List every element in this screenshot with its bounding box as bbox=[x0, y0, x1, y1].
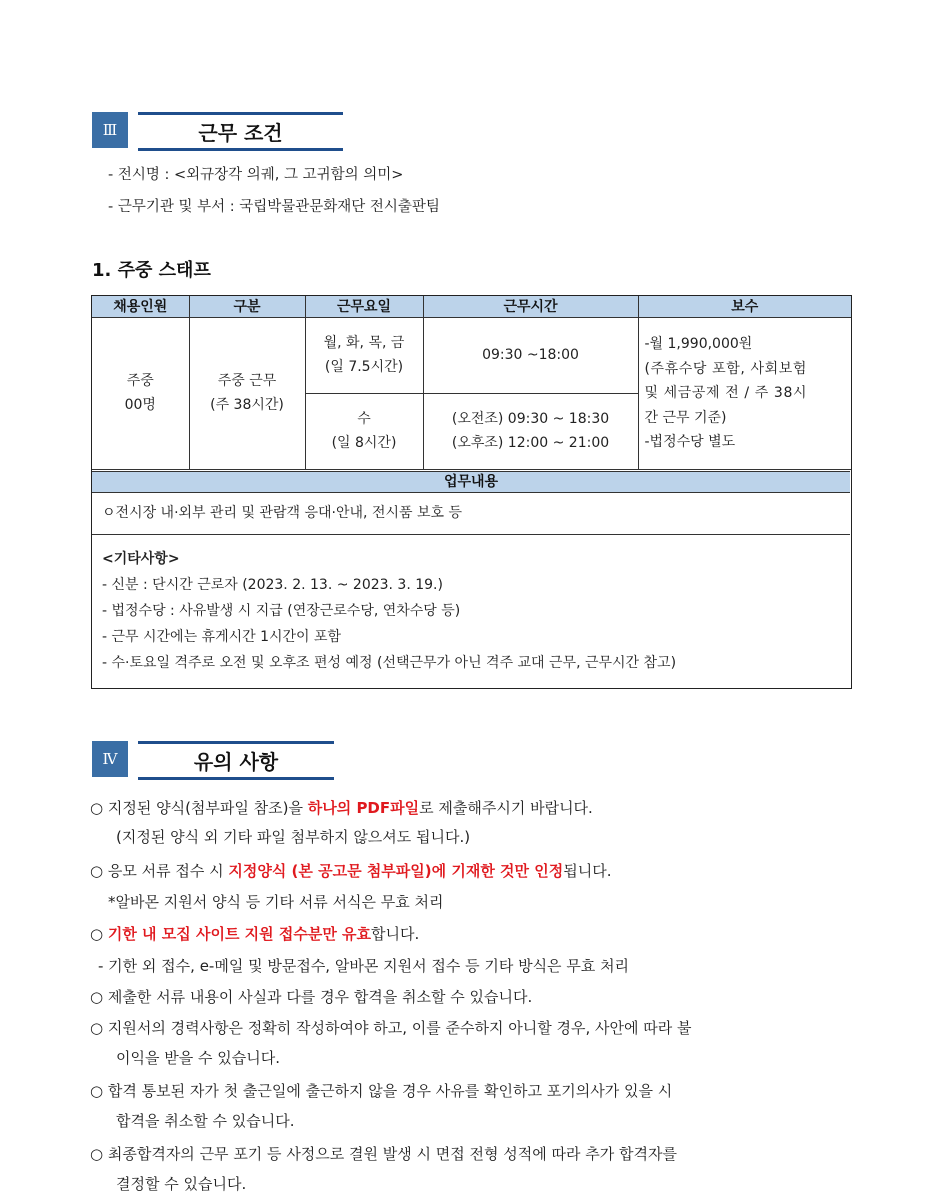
duty-description: ㅇ전시장 내·외부 관리 및 관람객 응대·안내, 전시품 보호 등 bbox=[102, 505, 463, 521]
divider bbox=[92, 534, 850, 535]
section-4-number: Ⅳ bbox=[92, 741, 128, 777]
notice-3-bullet: ○ bbox=[90, 925, 108, 943]
header-pay: 보수 bbox=[638, 296, 851, 318]
etc-item-break: - 근무 시간에는 휴게시간 1시간이 포함 bbox=[102, 629, 342, 645]
notice-7-line-2: 결정할 수 있습니다. bbox=[116, 1175, 247, 1193]
workdays-a-cell bbox=[305, 318, 423, 394]
workhours-afternoon: (오후조) 12:00 ~ 21:00 bbox=[451, 434, 610, 451]
notice-1-sub: (지정된 양식 외 기타 파일 첨부하지 않으셔도 됩니다.) bbox=[116, 828, 471, 846]
notice-6-line-2: 합격을 취소할 수 있습니다. bbox=[116, 1112, 295, 1130]
workdays-b-hours: (일 8시간) bbox=[331, 434, 397, 451]
workhours-morning: (오전조) 09:30 ~ 18:30 bbox=[451, 410, 610, 427]
etc-item-allowance: - 법정수당 : 사유발생 시 지급 (연장근로수당, 연차수당 등) bbox=[102, 603, 461, 619]
section-3-number: Ⅲ bbox=[92, 112, 128, 148]
workdays-b: 수 bbox=[357, 410, 371, 427]
notice-2-text: ○ 응모 서류 접수 시 bbox=[90, 862, 229, 880]
workhours-b-cell bbox=[423, 394, 638, 470]
headcount-number: 00명 bbox=[124, 396, 156, 413]
pay-line-4: 간 근무 기준) bbox=[644, 409, 727, 426]
notice-5-line-1: ○ 지원서의 경력사항은 정확히 작성하여야 하고, 이를 준수하지 아니할 경우, 사안에 따라 불 bbox=[90, 1019, 692, 1037]
category-name: 주중 근무 bbox=[217, 372, 277, 389]
header-category: 구분 bbox=[189, 296, 305, 318]
notice-1-text: ○ 지정된 양식(첨부파일 참조)을 bbox=[90, 799, 308, 817]
notice-2-end: 됩니다. bbox=[563, 862, 612, 880]
notice-3 bbox=[90, 923, 419, 944]
work-organization: - 근무기관 및 부서 : 국립박물관문화재단 전시출판팀 bbox=[108, 199, 440, 215]
notice-2-highlight: 지정양식 (본 공고문 첨부파일)에 기재한 것만 인정 bbox=[228, 862, 564, 880]
header-workhours: 근무시간 bbox=[423, 296, 638, 318]
duty-header: 업무내용 bbox=[92, 471, 850, 493]
category-hours: (주 38시간) bbox=[210, 396, 284, 413]
pay-cell bbox=[638, 318, 851, 470]
notice-3-end: 합니다. bbox=[371, 925, 420, 943]
headcount-cell bbox=[92, 318, 189, 470]
staff-table bbox=[91, 295, 852, 689]
notice-1-end: 로 제출해주시기 바랍니다. bbox=[419, 799, 593, 817]
category-cell bbox=[189, 318, 305, 470]
workhours-a: 09:30 ~18:00 bbox=[423, 318, 638, 394]
header-headcount: 채용인원 bbox=[92, 296, 189, 318]
staff-section-title: 1. 주중 스태프 bbox=[92, 260, 211, 281]
work-conditions-grid bbox=[92, 296, 851, 470]
notice-4: ○ 제출한 서류 내용이 사실과 다를 경우 합격을 취소할 수 있습니다. bbox=[90, 988, 533, 1006]
headcount-type: 주중 bbox=[126, 372, 154, 389]
notice-1 bbox=[90, 797, 593, 818]
notice-5-line-2: 이익을 받을 수 있습니다. bbox=[116, 1049, 280, 1067]
notice-7-line-1: ○ 최종합격자의 근무 포기 등 사정으로 결원 발생 시 면접 전형 성적에 따라 추가 합격자를 bbox=[90, 1145, 677, 1163]
section-3-title: 근무 조건 bbox=[138, 112, 343, 151]
etc-item-shift: - 수·토요일 격주로 오전 및 오후조 편성 예정 (선택근무가 아닌 격주 교대 근무, 근무시간 참고) bbox=[102, 655, 677, 671]
workdays-b-cell bbox=[305, 394, 423, 470]
notice-1-highlight: 하나의 PDF파일 bbox=[307, 799, 420, 817]
notice-2 bbox=[90, 860, 611, 881]
section-4-title: 유의 사항 bbox=[138, 741, 334, 780]
workdays-a-hours: (일 7.5시간) bbox=[324, 358, 404, 375]
pay-line-2: (주휴수당 포함, 사회보험 bbox=[644, 360, 807, 377]
etc-item-status: - 신분 : 단시간 근로자 (2023. 2. 13. ~ 2023. 3. 19.) bbox=[102, 577, 443, 593]
workdays-a: 월, 화, 목, 금 bbox=[323, 334, 405, 351]
pay-line-3: 및 세금공제 전 / 주 38시 bbox=[644, 385, 808, 402]
notice-3-sub: - 기한 외 접수, e-메일 및 방문접수, 알바몬 지원서 접수 등 기타 방식은 무효 처리 bbox=[98, 957, 630, 975]
notice-6-line-1: ○ 합격 통보된 자가 첫 출근일에 출근하지 않을 경우 사유를 확인하고 포기의사가 있을 시 bbox=[90, 1082, 673, 1100]
exhibition-name: - 전시명 : <외규장각 의궤, 그 고귀함의 의미> bbox=[108, 167, 404, 183]
notice-3-highlight: 기한 내 모집 사이트 지원 접수분만 유효 bbox=[107, 925, 372, 943]
header-workdays: 근무요일 bbox=[305, 296, 423, 318]
pay-line-1: -월 1,990,000원 bbox=[644, 336, 753, 353]
etc-title: <기타사항> bbox=[102, 551, 180, 567]
pay-line-5: -법정수당 별도 bbox=[644, 434, 736, 451]
notice-2-sub: *알바몬 지원서 양식 등 기타 서류 서식은 무효 처리 bbox=[108, 893, 444, 911]
